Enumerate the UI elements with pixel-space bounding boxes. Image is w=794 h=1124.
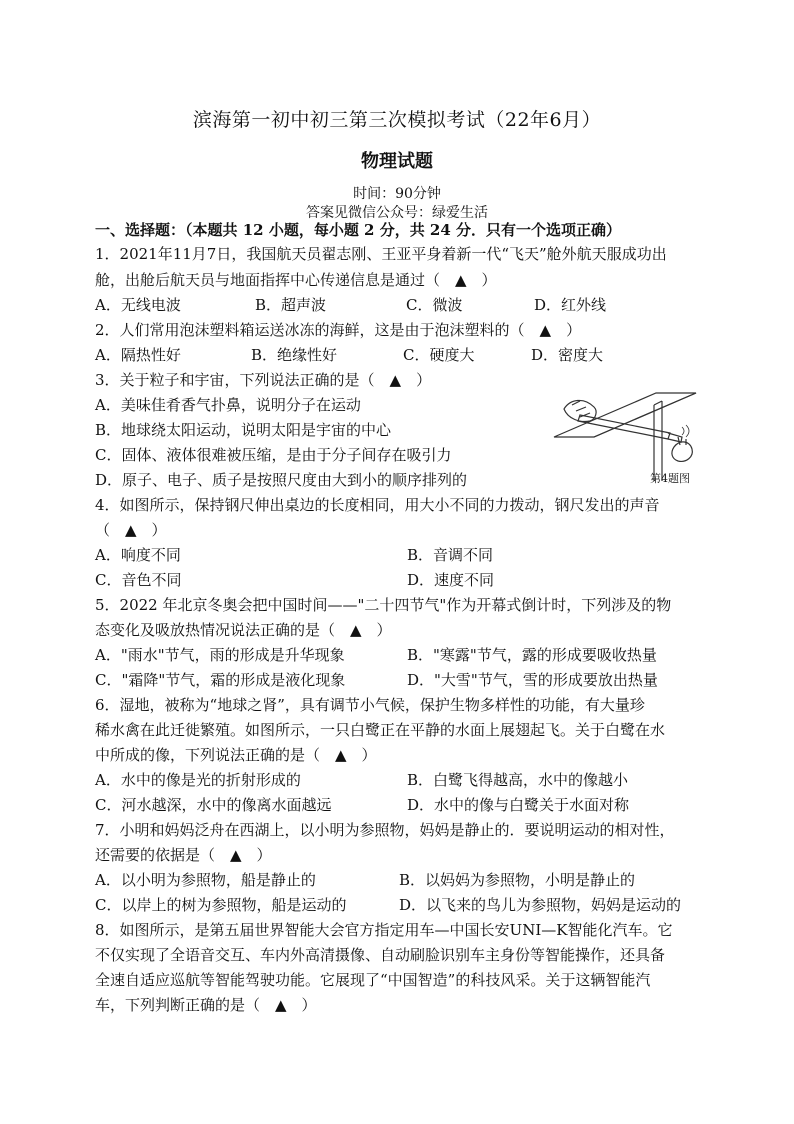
answer-note: 答案见微信公众号：绿爱生活: [306, 205, 488, 221]
q3-option-b: B．地球绕太阳运动，说明太阳是宇宙的中心: [95, 421, 392, 439]
q7-option-d: D．以飞来的鸟儿为参照物，妈妈是运动的: [399, 896, 682, 914]
q8-stem-line3: 全速自适应巡航等智能驾驶功能。它展现了“中国智造”的科技风采。关于这辆智能汽: [95, 971, 651, 989]
q7-option-c: C．以岸上的树为参照物，船是运动的: [95, 896, 347, 914]
q7-stem-line1: 7．小明和妈妈泛舟在西湖上，以小明为参照物，妈妈是静止的．要说明运动的相对性，: [95, 821, 675, 839]
q5-option-d: D．"大雪"节气，雪的形成要放出热量: [407, 671, 658, 689]
q1-option-d: D．红外线: [534, 296, 607, 314]
q1-stem-line2: 舱，出舱后航天员与地面指挥中心传递信息是通过（ ▲ ）: [95, 271, 497, 289]
q3-option-c: C．固体、液体很难被压缩，是由于分子间存在吸引力: [95, 446, 452, 464]
q1-option-c: C．微波: [406, 296, 463, 314]
q2-option-a: A．隔热性好: [95, 346, 181, 364]
q6-stem-line2: 稀水禽在此迁徙繁殖。如图所示，一只白鹭正在平静的水面上展翅起飞。关于白鹭在水: [95, 721, 666, 739]
q4-stem-line1: 4．如图所示，保持钢尺伸出桌边的长度相同，用大小不同的力拨动，钢尺发出的声音: [95, 496, 660, 514]
q8-stem-line4: 车，下列判断正确的是（ ▲ ）: [95, 996, 317, 1014]
q8-stem-line2: 不仅实现了全语音交互、车内外高清摄像、自动刷脸识别车主身份等智能操作，还具备: [95, 946, 666, 964]
q6-stem-line3: 中所成的像，下列说法正确的是（ ▲ ）: [95, 746, 377, 764]
q5-option-a: A．"雨水"节气，雨的形成是升华现象: [95, 646, 345, 664]
q7-stem-line2: 还需要的依据是（ ▲ ）: [95, 846, 272, 864]
section-heading: 一、选择题：（本题共 12 小题，每小题 2 分，共 24 分．只有一个选项正确）: [95, 221, 622, 239]
exam-title: 滨海第一初中初三第三次模拟考试（22年6月）: [192, 109, 602, 131]
q5-stem-line1: 5．2022 年北京冬奥会把中国时间——"二十四节气"作为开幕式倒计时，下列涉及的物: [95, 596, 672, 614]
time-limit: 时间：90分钟: [353, 186, 441, 202]
q5-option-c: C．"霜降"节气，霜的形成是液化现象: [95, 671, 346, 689]
q5-option-b: B．"寒露"节气，露的形成要吸收热量: [407, 646, 657, 664]
q8-stem-line1: 8．如图所示，是第五届世界智能大会官方指定用车—中国长安UNI—K智能化汽车。它: [95, 921, 673, 939]
q1-option-b: B．超声波: [255, 296, 327, 314]
q6-option-a: A．水中的像是光的折射形成的: [95, 771, 301, 789]
q2-stem: 2．人们常用泡沫塑料箱运送冰冻的海鲜，这是由于泡沫塑料的（ ▲ ）: [95, 321, 582, 339]
q3-stem: 3．关于粒子和宇宙，下列说法正确的是（ ▲ ）: [95, 371, 432, 389]
q3-option-d: D．原子、电子、质子是按照尺度由大到小的顺序排列的: [95, 471, 468, 489]
steel-ruler: [578, 415, 670, 439]
q4-option-a: A．响度不同: [95, 546, 181, 564]
q3-option-a: A．美味佳肴香气扑鼻，说明分子在运动: [95, 396, 361, 414]
q6-stem-line1: 6．湿地，被称为“地球之肾”，具有调节小气候，保护生物多样性的功能，有大量珍: [95, 696, 645, 714]
q4-stem-line2: （ ▲ ）: [95, 521, 167, 539]
q6-option-c: C．河水越深，水中的像离水面越远: [95, 796, 332, 814]
q2-option-b: B．绝缘性好: [251, 346, 338, 364]
figure-caption: 第4题图: [650, 472, 690, 485]
q4-option-b: B．音调不同: [407, 546, 494, 564]
q7-option-a: A．以小明为参照物，船是静止的: [95, 871, 316, 889]
ruler-on-table-figure: [550, 387, 700, 483]
q1-option-a: A．无线电波: [95, 296, 181, 314]
right-hand: [672, 442, 692, 461]
q4-option-d: D．速度不同: [407, 571, 495, 589]
subject-title: 物理试题: [361, 151, 433, 172]
q1-stem-line1: 1．2021年11月7日，我国航天员翟志刚、王亚平身着新一代“飞天”舱外航天服成功出: [95, 245, 667, 263]
q4-option-c: C．音色不同: [95, 571, 182, 589]
q6-option-d: D．水中的像与白鹭关于水面对称: [407, 796, 630, 814]
q5-stem-line2: 态变化及吸放热情况说法正确的是（ ▲ ）: [95, 621, 392, 639]
q6-option-b: B．白鹭飞得越高，水中的像越小: [407, 771, 629, 789]
q7-option-b: B．以妈妈为参照物，小明是静止的: [399, 871, 636, 889]
q2-option-d: D．密度大: [531, 346, 604, 364]
left-hand: [564, 400, 596, 421]
q2-option-c: C．硬度大: [403, 346, 475, 364]
